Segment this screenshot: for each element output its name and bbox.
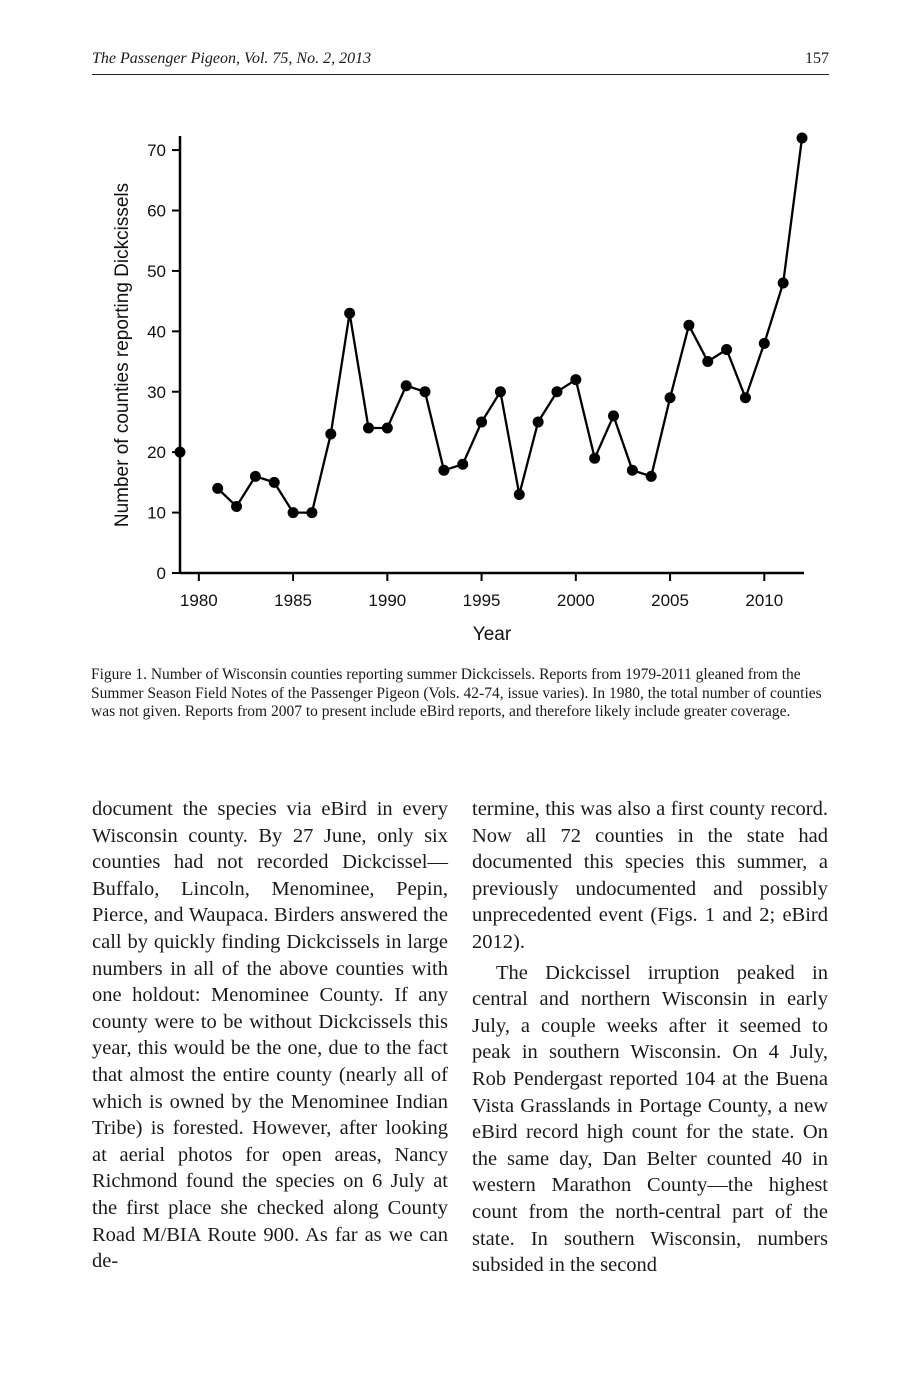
data-point-2001 (589, 453, 600, 464)
journal-title: The Passenger Pigeon, Vol. 75, No. 2, 2013 (92, 50, 372, 67)
page-number: 157 (805, 50, 829, 67)
y-tick-label: 10 (147, 503, 166, 523)
data-point-2010 (759, 338, 770, 349)
series-line (218, 138, 802, 513)
x-tick-label: 2000 (556, 591, 595, 610)
x-tick-label: 1980 (179, 591, 218, 610)
x-axis-label: Year (472, 624, 512, 645)
data-point-1993 (438, 465, 449, 476)
y-tick-label: 40 (147, 322, 166, 342)
data-point-1988 (344, 308, 355, 319)
y-axis-label: Number of counties reporting Dickcissels (112, 182, 133, 528)
data-point-2005 (665, 392, 676, 403)
data-point-2007 (702, 356, 713, 367)
data-point-1985 (288, 507, 299, 518)
data-point-2012 (797, 133, 808, 144)
data-point-1979 (175, 447, 186, 458)
body-column-right (472, 796, 828, 1279)
data-point-1997 (514, 489, 525, 500)
body-column-left (92, 796, 448, 1275)
x-tick-label: 2010 (745, 591, 784, 610)
data-point-1999 (551, 386, 562, 397)
data-point-2008 (721, 344, 732, 355)
x-tick-label: 1990 (368, 591, 407, 610)
data-point-2009 (740, 392, 751, 403)
y-tick-label: 60 (147, 201, 166, 221)
chart-axes (180, 136, 804, 573)
body-paragraph: The Dickcissel irruption peaked in central and northern Wisconsin in early July, a couple weeks after it seemed to peak in southern Wisconsin. On 4 July, Rob Pendergast reported 104 at the Buena Vista Grasslands in Portage County, a new eBird record high count for the state. On the same day, Dan Belter counted 40 in western Marathon County—the highest count from the north-central part of the state. In southern Wisconsin, numbers subsided in the second (472, 961, 828, 1277)
data-point-2004 (646, 471, 657, 482)
x-tick-label: 2005 (651, 591, 689, 610)
data-point-1981 (212, 483, 223, 494)
data-point-1994 (457, 459, 468, 470)
body-paragraph: termine, this was also a first county record. Now all 72 counties in the state had documented this species this summer, a previously undocumented and possibly unprecedented event (Figs. 1 and 2; eBird 2012). (472, 798, 828, 953)
y-tick-label: 20 (147, 443, 166, 463)
figure-1-chart (0, 0, 920, 660)
y-tick-label: 0 (156, 564, 166, 583)
chart-ticks (147, 141, 783, 610)
data-point-1986 (306, 507, 317, 518)
data-point-2011 (778, 278, 789, 289)
data-point-2000 (570, 374, 581, 385)
y-tick-label: 50 (147, 261, 166, 281)
data-point-1983 (250, 471, 261, 482)
data-point-1990 (382, 423, 393, 434)
data-point-1982 (231, 501, 242, 512)
chart-series (175, 133, 808, 519)
data-point-1998 (533, 416, 544, 427)
data-point-2003 (627, 465, 638, 476)
y-tick-label: 70 (147, 141, 166, 161)
data-point-1987 (325, 429, 336, 440)
data-point-1991 (401, 380, 412, 391)
figure-caption: Figure 1. Number of Wisconsin counties reporting summer Dickcissels. Reports from 1979-2011 gleaned from the Summer Season Field Notes of the Passenger Pigeon (Vols. 42-74, issue varies). In 1980, the total number of counties was not given. Reports from 2007 to present include eBird reports, and therefore likely include greater coverage. (91, 666, 822, 720)
data-point-2002 (608, 410, 619, 421)
x-tick-label: 1995 (462, 591, 501, 610)
data-point-1984 (269, 477, 280, 488)
data-point-1996 (495, 386, 506, 397)
x-tick-label: 1985 (274, 591, 313, 610)
y-tick-label: 30 (147, 382, 166, 402)
data-point-1989 (363, 423, 374, 434)
body-paragraph: document the species via eBird in every Wisconsin county. By 27 June, only six counties had not recorded Dickcissel—Buffalo, Lincoln, Menominee, Pepin, Pierce, and Waupaca. Birders answered the call by quickly finding Dickcissels in large numbers in all of the above counties with one holdout: Menominee County. If any county were to be without Dickcissels this year, this would be the one, due to the fact that almost the entire county (nearly all of which is owned by the Menominee Indian Tribe) is forested. However, after looking at aerial photos for open areas, Nancy Richmond found the species on 6 July at the first place she checked along County Road M/BIA Route 900. As far as we can de- (92, 798, 448, 1273)
data-point-2006 (683, 320, 694, 331)
data-point-1995 (476, 416, 487, 427)
data-point-1992 (420, 386, 431, 397)
